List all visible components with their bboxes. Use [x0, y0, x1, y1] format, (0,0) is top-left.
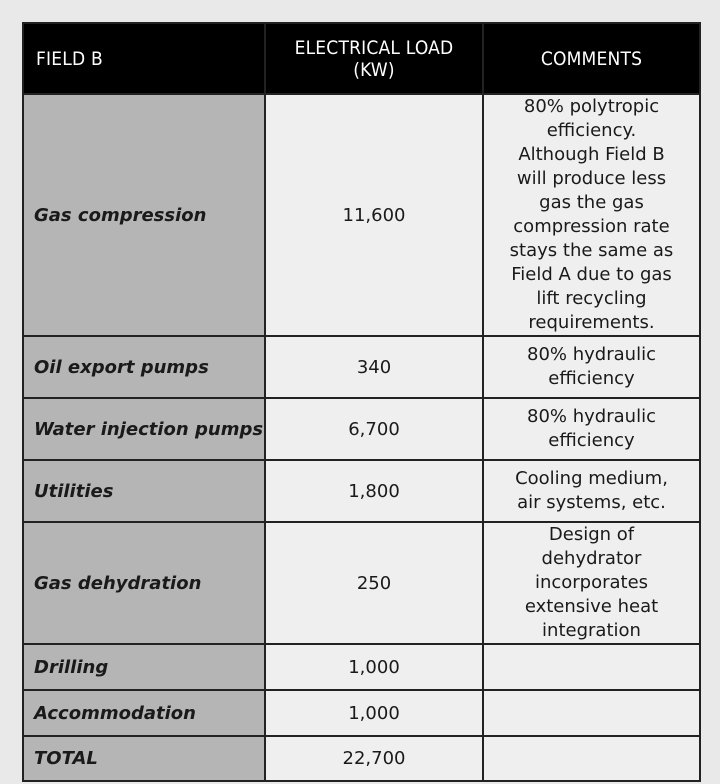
row-comment: 80% polytropic efficiency. Although Field B will produce less gas the gas compression rate stays the same as Field A due to gas lift recycling requirements.	[483, 94, 700, 336]
electrical-load-table	[22, 22, 701, 782]
row-load: 6,700	[265, 398, 483, 460]
row-load: 1,000	[265, 690, 483, 736]
header-electrical-load: ELECTRICAL LOAD (KW)	[265, 23, 483, 94]
row-comment	[483, 736, 700, 781]
row-comment: Cooling medium, air systems, etc.	[483, 460, 700, 522]
header-row	[23, 23, 700, 94]
header-field-b: FIELD B	[23, 23, 265, 94]
row-label: Drilling	[23, 644, 265, 690]
row-comment	[483, 644, 700, 690]
table-row	[23, 336, 700, 398]
row-comment: Design of dehydrator incorporates extensive heat integration	[483, 522, 700, 644]
row-label: Gas dehydration	[23, 522, 265, 644]
total-label: TOTAL	[23, 736, 265, 781]
row-load: 11,600	[265, 94, 483, 336]
table-row	[23, 94, 700, 336]
row-load: 340	[265, 336, 483, 398]
table-row	[23, 522, 700, 644]
table-row	[23, 644, 700, 690]
row-label: Gas compression	[23, 94, 265, 336]
row-label: Utilities	[23, 460, 265, 522]
table-row	[23, 398, 700, 460]
row-comment	[483, 690, 700, 736]
row-comment: 80% hydraulic efficiency	[483, 398, 700, 460]
table-row	[23, 690, 700, 736]
row-label: Oil export pumps	[23, 336, 265, 398]
row-load: 250	[265, 522, 483, 644]
table-row-total	[23, 736, 700, 781]
header-comments: COMMENTS	[483, 23, 700, 94]
row-label: Water injection pumps	[23, 398, 265, 460]
total-load: 22,700	[265, 736, 483, 781]
row-load: 1,000	[265, 644, 483, 690]
row-label: Accommodation	[23, 690, 265, 736]
table-row	[23, 460, 700, 522]
row-load: 1,800	[265, 460, 483, 522]
row-comment: 80% hydraulic efficiency	[483, 336, 700, 398]
